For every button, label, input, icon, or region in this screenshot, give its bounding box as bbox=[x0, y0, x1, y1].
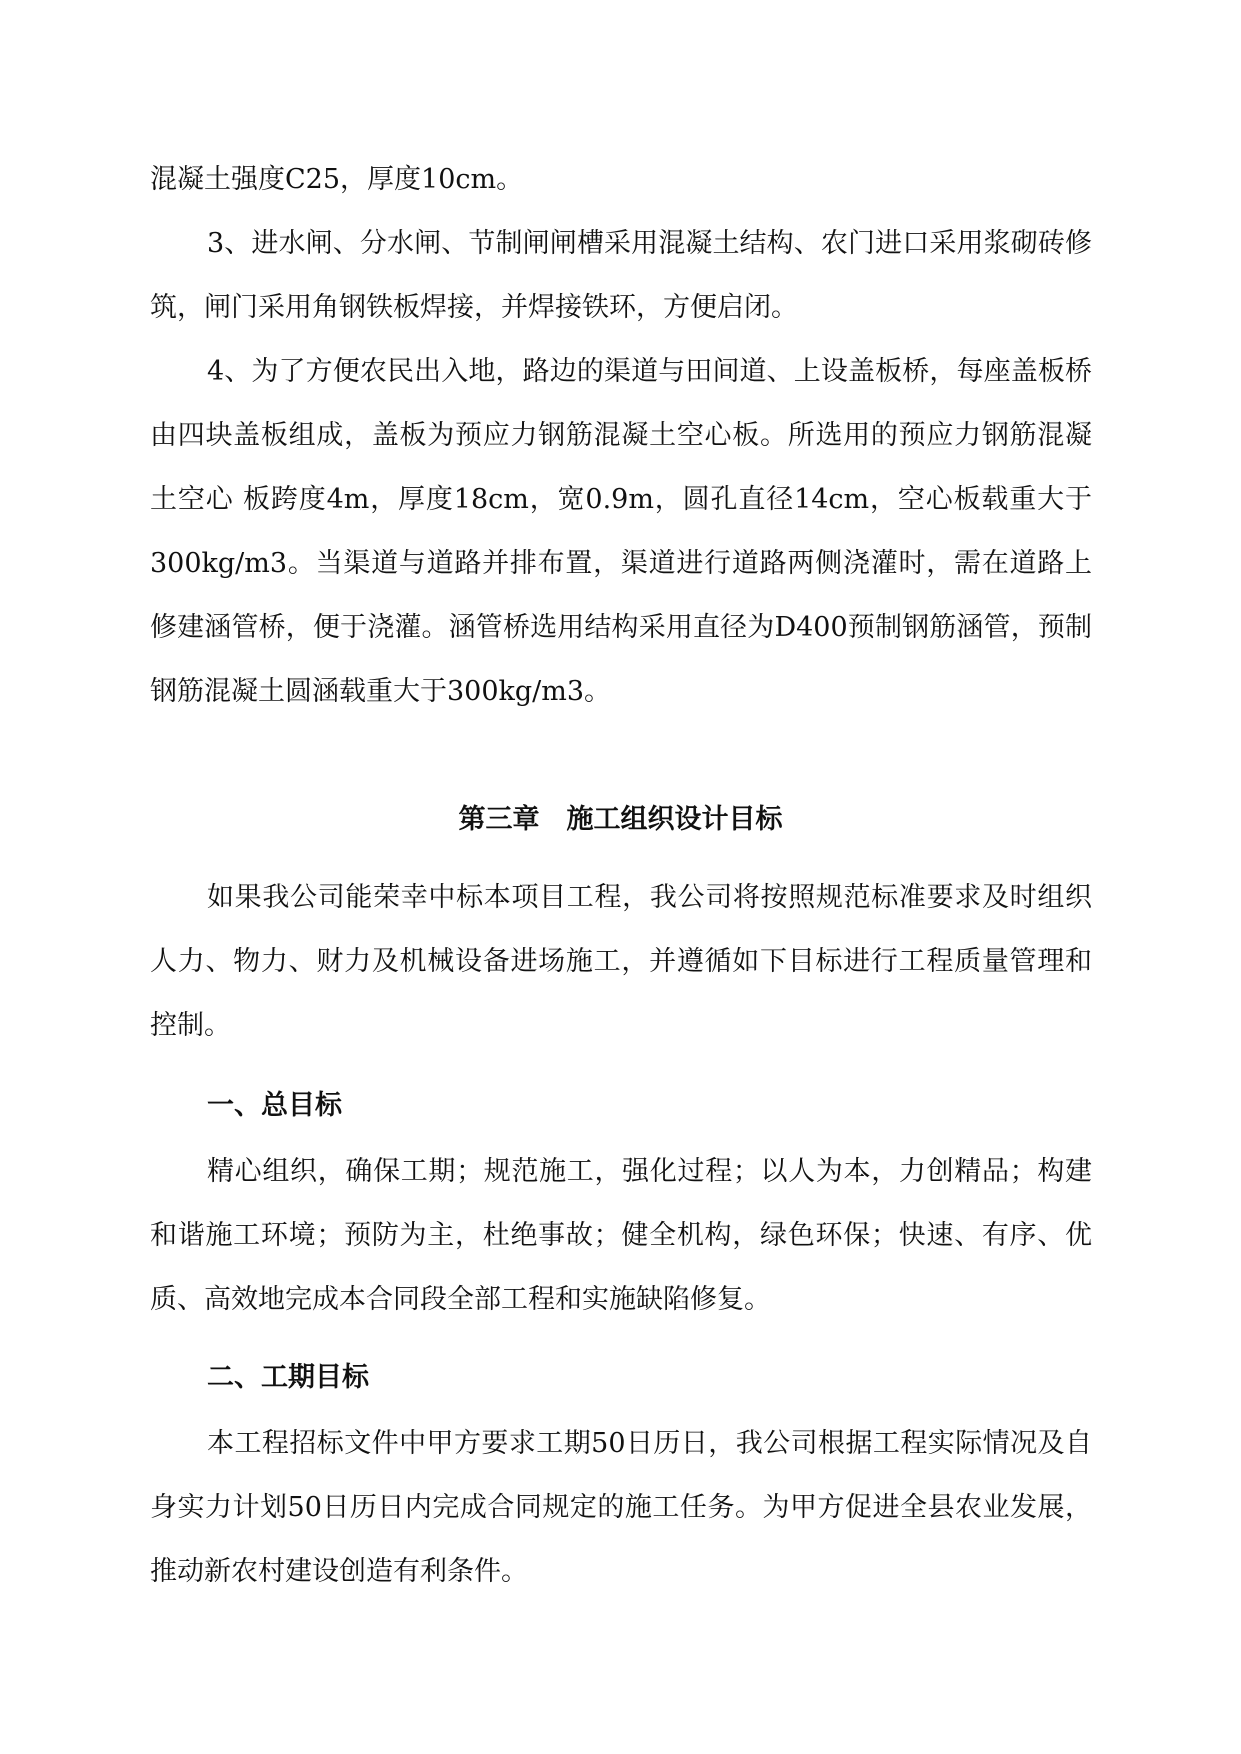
paragraph-gate-structure: 3、进水闸、分水闸、节制闸闸槽采用混凝土结构、农门进口采用浆砌砖修筑，闸门采用角钢铁板焊接，并焊接铁环，方便启闭。 bbox=[150, 228, 1092, 323]
paragraph-concrete-strength: 混凝土强度C25，厚度10cm。 bbox=[150, 164, 524, 195]
paragraph-intro: 如果我公司能荣幸中标本项目工程，我公司将按照规范标准要求及时组织人力、物力、财力及机械设备进场施工，并遵循如下目标进行工程质量管理和控制。 bbox=[150, 882, 1092, 1041]
paragraph-schedule-goal: 本工程招标文件中甲方要求工期50日历日，我公司根据工程实际情况及自身实力计划50日历日内完成合同规定的施工任务。为甲方促进全县农业发展，推动新农村建设创造有利条件。 bbox=[150, 1428, 1092, 1587]
section-heading-schedule-goal: 二、工期目标 bbox=[207, 1362, 369, 1393]
chapter-heading: 第三章 施工组织设计目标 bbox=[458, 804, 783, 835]
paragraph-overall-goal: 精心组织，确保工期；规范施工，强化过程；以人为本，力创精品；构建和谐施工环境；预防为主，杜绝事故；健全机构，绿色环保；快速、有序、优质、高效地完成本合同段全部工程和实施缺陷修复。 bbox=[150, 1156, 1092, 1315]
section-heading-overall-goal: 一、总目标 bbox=[207, 1090, 342, 1121]
paragraph-cover-slab-bridge: 4、为了方便农民出入地，路边的渠道与田间道、上设盖板桥，每座盖板桥由四块盖板组成，盖板为预应力钢筋混凝土空心板。所选用的预应力钢筋混凝土空心 板跨度4m，厚度18cm，宽0.9m，圆孔直径14cm，空心板载重大于300kg/m3。当渠道与道路并排布置，渠道进行道路两侧浇灌时，需在道路上修建涵管桥，便于浇灌。涵管桥选用结构采用直径为D400预制钢筋涵管，预制钢筋混凝土圆涵载重大于300kg/m3。 bbox=[150, 356, 1092, 707]
